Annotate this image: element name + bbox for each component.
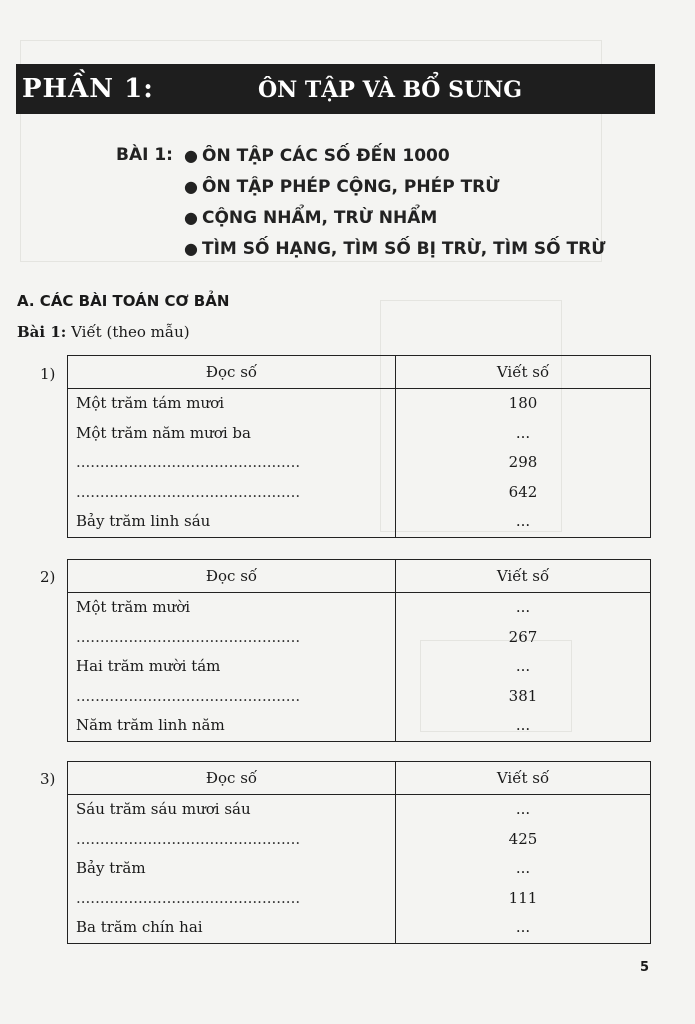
header-read: Đọc số: [68, 762, 396, 795]
table-number: 2): [40, 568, 56, 586]
read-blank[interactable]: ...............................................: [76, 829, 301, 848]
exercise-label: Bài 1:: [17, 323, 67, 341]
read-cell: Một trăm mười: [76, 598, 191, 616]
table-number: 3): [40, 770, 56, 788]
read-blank[interactable]: ...............................................: [76, 453, 301, 471]
write-cell: 111: [508, 888, 538, 907]
write-cell: 381: [508, 686, 538, 705]
write-cell: 267: [508, 627, 538, 646]
lesson-topic: ● CỘNG NHẨM, TRỪ NHẨM: [184, 205, 634, 236]
bullet-icon: ●: [184, 208, 198, 227]
table-number: 1): [40, 365, 56, 383]
write-cell: 180: [508, 394, 538, 412]
read-cell: Bảy trăm linh sáu: [76, 512, 211, 530]
write-blank[interactable]: ...: [515, 716, 531, 734]
header-write: Viết số: [396, 356, 651, 389]
number-table-1: [67, 355, 651, 538]
write-cell: 298: [508, 453, 538, 471]
write-blank[interactable]: ...: [515, 512, 531, 530]
number-table-2: [67, 559, 651, 742]
number-table-3: [67, 761, 651, 944]
read-cell: Một trăm tám mươi: [76, 394, 224, 412]
read-cell: Bảy trăm: [76, 859, 146, 877]
read-cell: Sáu trăm sáu mươi sáu: [76, 800, 251, 818]
read-blank[interactable]: ...............................................: [76, 686, 301, 705]
read-blank[interactable]: ...............................................: [76, 888, 301, 907]
bullet-icon: ●: [184, 239, 198, 258]
exercise-heading: [17, 323, 190, 341]
bullet-icon: ●: [184, 177, 198, 196]
part-banner: [16, 64, 655, 114]
write-blank[interactable]: ...: [515, 598, 531, 616]
header-read: Đọc số: [68, 560, 396, 593]
part-label: PHẦN 1:: [22, 74, 154, 104]
read-blank[interactable]: ...............................................: [76, 482, 301, 501]
write-blank[interactable]: ...: [515, 423, 531, 442]
write-blank[interactable]: ...: [515, 918, 531, 936]
read-cell: Năm trăm linh năm: [76, 716, 225, 734]
header-write: Viết số: [396, 762, 651, 795]
lesson-topic: ● ÔN TẬP PHÉP CỘNG, PHÉP TRỪ: [184, 174, 634, 205]
read-cell: Một trăm năm mươi ba: [76, 423, 251, 442]
read-blank[interactable]: ...............................................: [76, 627, 301, 646]
lesson-topics: [184, 143, 634, 267]
bullet-icon: ●: [184, 146, 198, 165]
exercise-instruction: Viết (theo mẫu): [71, 323, 190, 341]
header-write: Viết số: [396, 560, 651, 593]
page-number: 5: [640, 960, 650, 975]
write-blank[interactable]: ...: [515, 800, 531, 818]
lesson-label: BÀI 1:: [116, 145, 173, 165]
write-blank[interactable]: ...: [515, 859, 531, 877]
section-title: A. CÁC BÀI TOÁN CƠ BẢN: [17, 292, 230, 310]
lesson-topic: ● TÌM SỐ HẠNG, TÌM SỐ BỊ TRỪ, TÌM SỐ TRỪ: [184, 236, 634, 267]
header-read: Đọc số: [68, 356, 396, 389]
part-title: ÔN TẬP VÀ BỔ SUNG: [258, 77, 523, 103]
write-cell: 642: [508, 482, 538, 501]
read-cell: Hai trăm mười tám: [76, 657, 221, 675]
read-cell: Ba trăm chín hai: [76, 918, 203, 936]
write-cell: 425: [508, 829, 538, 848]
write-blank[interactable]: ...: [515, 657, 531, 675]
lesson-topic: ● ÔN TẬP CÁC SỐ ĐẾN 1000: [184, 143, 634, 174]
